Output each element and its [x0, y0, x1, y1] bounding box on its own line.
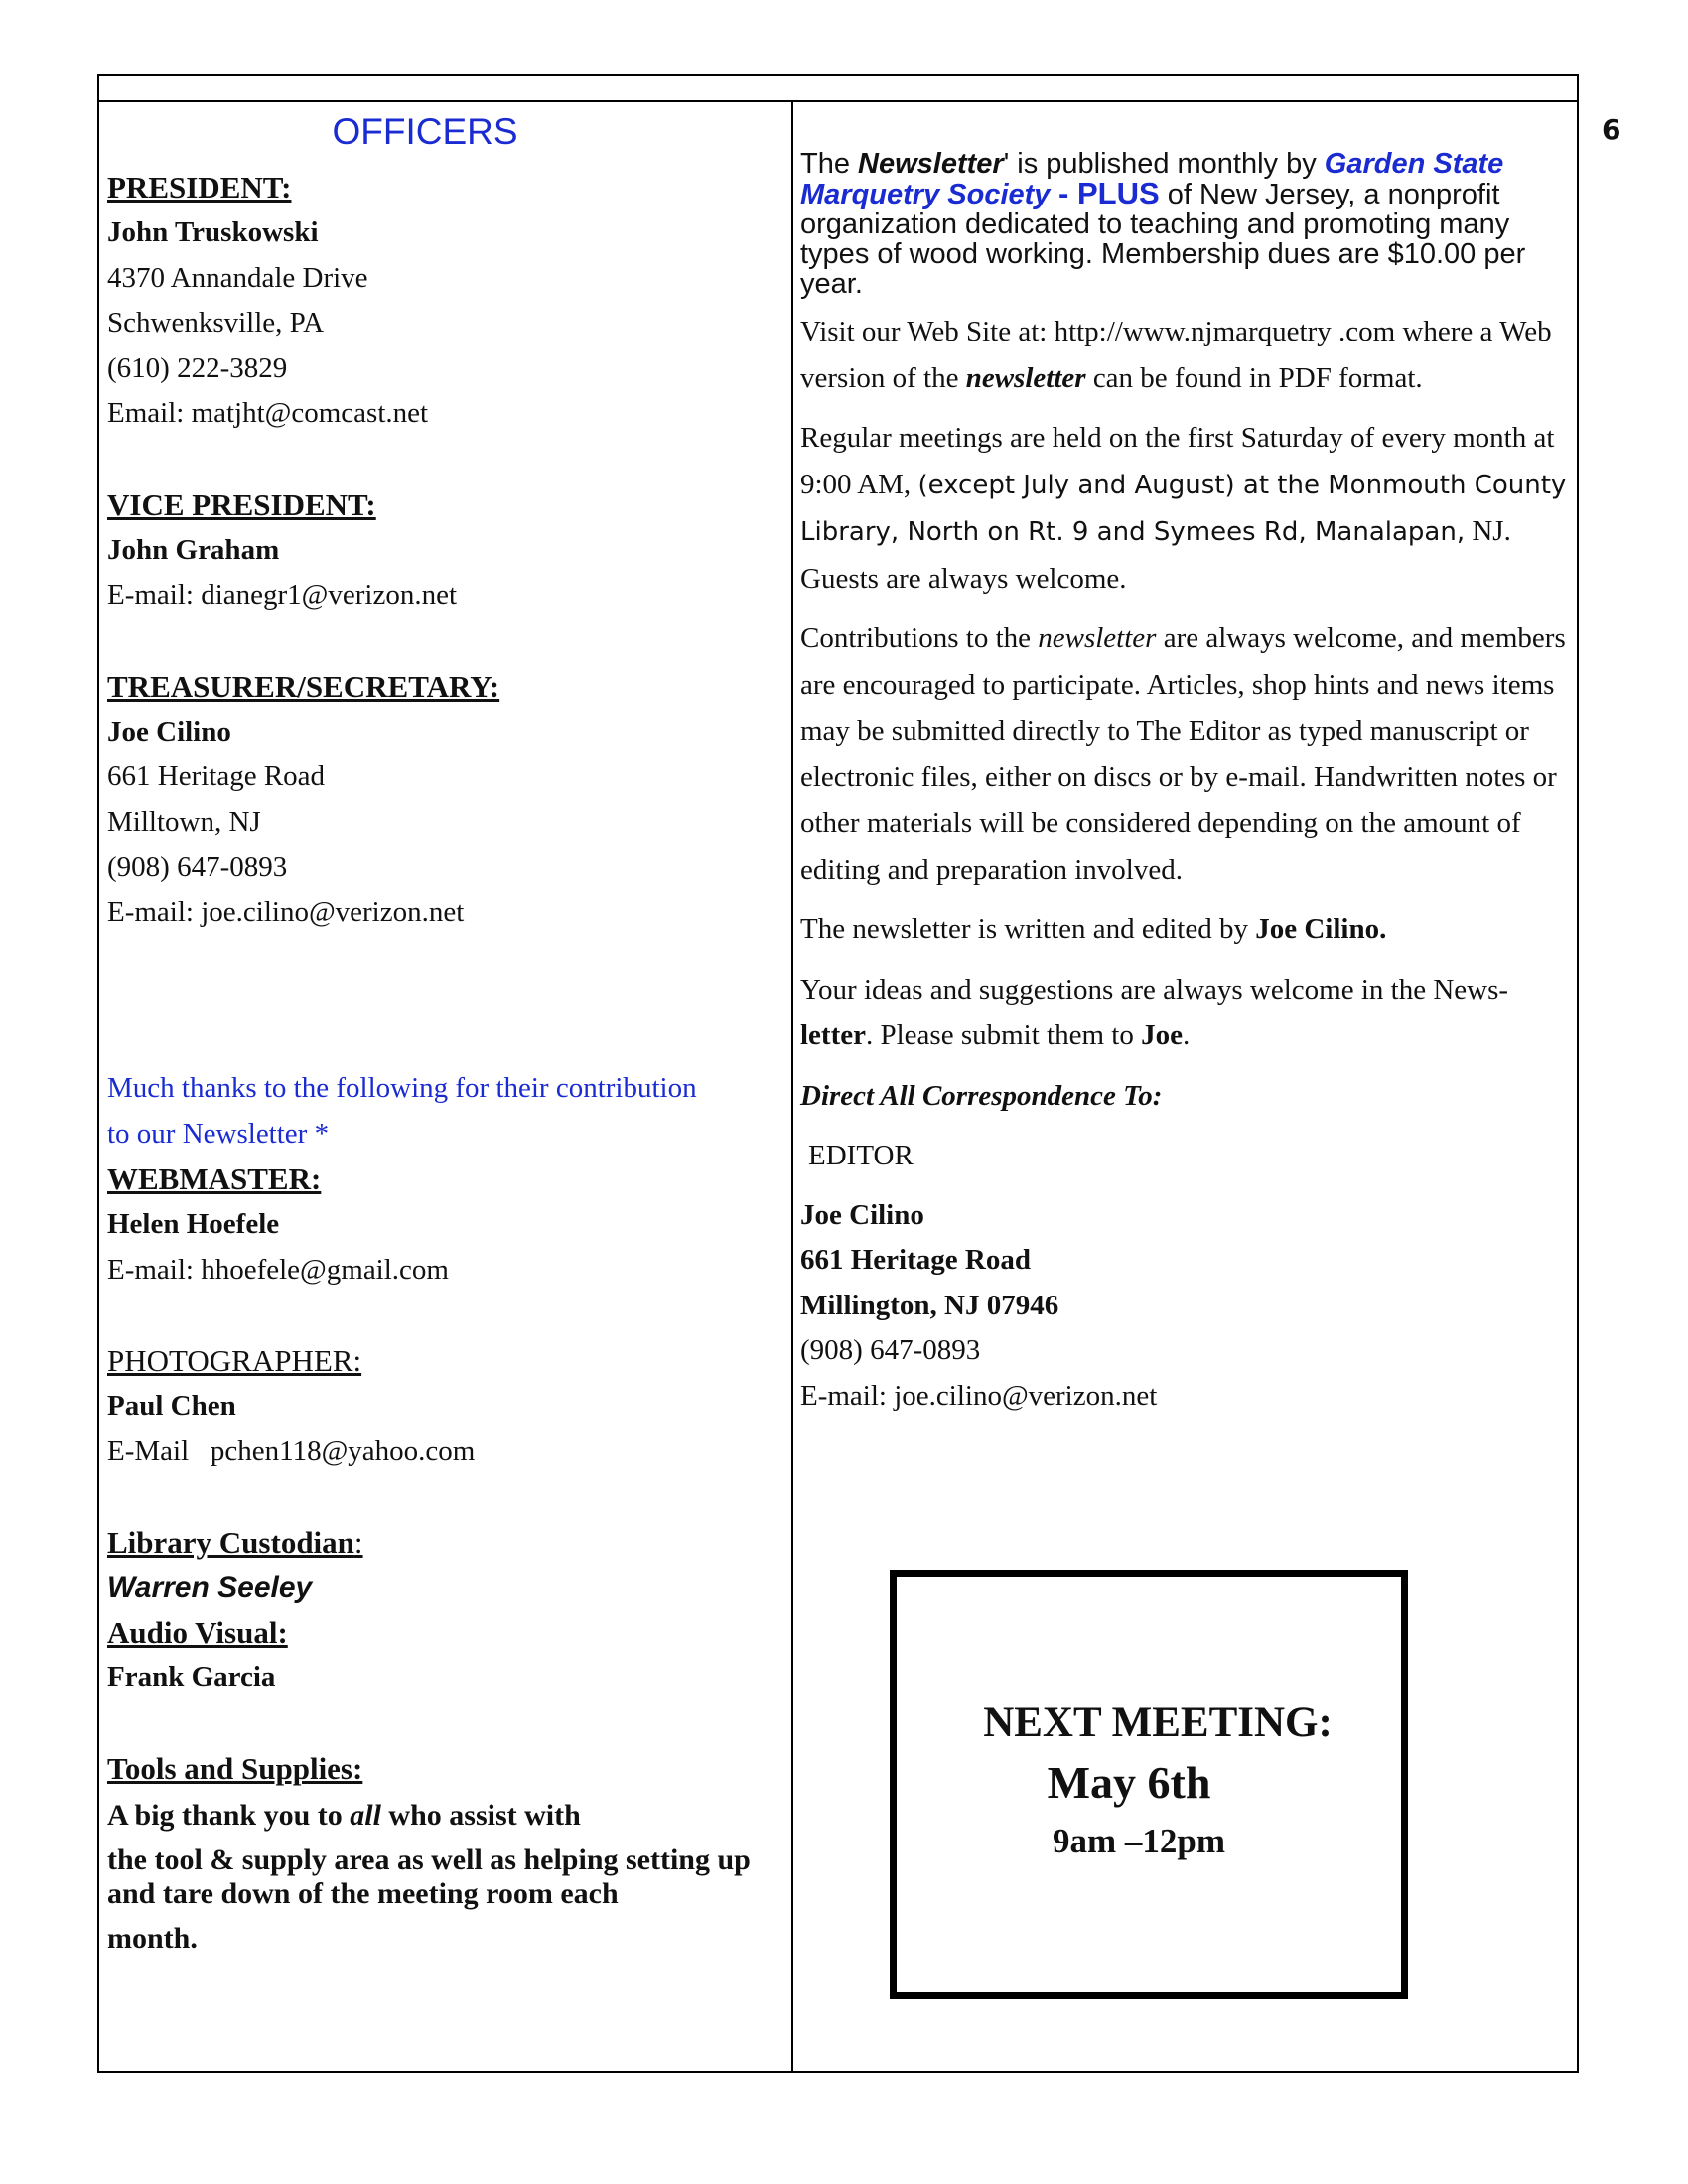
next-meeting-date: May 6th: [1047, 1757, 1211, 1808]
webmaster-role: WEBMASTER:: [107, 1161, 322, 1196]
editor-email[interactable]: E-mail: joe.cilino@verizon.net: [800, 1379, 1158, 1412]
vice-president-email[interactable]: E-mail: dianegr1@verizon.net: [107, 579, 458, 611]
library-colon: :: [353, 1525, 363, 1560]
president-address1: 4370 Annandale Drive: [107, 261, 368, 294]
tools-line-3: month.: [107, 1921, 198, 1955]
editor-label: EDITOR: [808, 1140, 914, 1171]
contributions-paragraph: Contributions to the newsletter are always welcome, and members are encouraged to participate. Articles, shop hints and news items may be submitted directly to The Editor as typed manuscript or electronic files, either on discs or by e-mail. Handwritten notes or other materials will be considered depending on the amount of editing and preparation involved.: [800, 622, 1566, 886]
photographer-email-line: [107, 1430, 782, 1475]
editor-name: Joe Cilino: [800, 1198, 924, 1231]
page-number: 6: [1602, 113, 1621, 146]
photographer-name: Paul Chen: [107, 1390, 236, 1422]
editor-address2: Millington, NJ 07946: [800, 1289, 1059, 1321]
tools-line-2: the tool & supply area as well as helping setting up and tare down of the meeting room each: [107, 1843, 751, 1910]
audio-visual-name: Frank Garcia: [107, 1661, 276, 1693]
next-meeting-heading: NEXT MEETING:: [983, 1700, 1333, 1746]
top-strip: [99, 76, 1577, 102]
treasurer-role: TREASURER/SECRETARY:: [107, 668, 500, 704]
officers-title: OFFICERS: [332, 111, 518, 152]
photographer-role: PHOTOGRAPHER:: [107, 1343, 362, 1378]
direct-correspondence: Direct All Correspondence To:: [800, 1079, 1163, 1112]
photographer-email-label: E-Mail: [107, 1434, 190, 1467]
library-role: Library Custodian: [107, 1525, 354, 1560]
thanks-line-1: Much thanks to the following for their contribution: [107, 1072, 697, 1104]
photographer-email[interactable]: pchen118@yahoo.com: [210, 1434, 476, 1467]
thanks-line-2: to our Newsletter *: [107, 1117, 330, 1150]
info-column: [800, 149, 1575, 1419]
webmaster-email[interactable]: E-mail: hhoefele@gmail.com: [107, 1253, 449, 1286]
meetings-paragraph: Regular meetings are held on the first Saturday of every month at 9:00 AM, (except July and August) at the Monmouth County Library, North on Rt. 9 and Symees Rd, Manalapan, NJ. Guests are always welcome.: [800, 422, 1567, 595]
treasurer-address1: 661 Heritage Road: [107, 760, 326, 792]
treasurer-email[interactable]: E-mail: joe.cilino@verizon.net: [107, 895, 465, 928]
library-role-line: [107, 1520, 782, 1566]
webmaster-name: Helen Hoefele: [107, 1208, 280, 1240]
treasurer-address2: Milltown, NJ: [107, 805, 261, 838]
editor-address1: 661 Heritage Road: [800, 1244, 1031, 1276]
officers-column: [107, 109, 782, 1967]
column-divider: [791, 100, 793, 2071]
written-by-line: The newsletter is written and edited by Joe Cilino.: [800, 913, 1387, 945]
ideas-paragraph: Your ideas and suggestions are always welcome in the News-letter. Please submit them to Joe.: [800, 973, 1509, 1051]
web-paragraph: Visit our Web Site at: http://www.njmarquetry .com where a Web version of the newsletter can be found in PDF format.: [800, 316, 1552, 394]
president-address2: Schwenksville, PA: [107, 307, 325, 339]
editor-phone: (908) 647-0893: [800, 1334, 981, 1366]
president-name: John Truskowski: [107, 216, 319, 248]
audio-visual-role: Audio Visual:: [107, 1615, 288, 1650]
tools-line-1: A big thank you to all who assist with: [107, 1798, 581, 1832]
library-name: Warren Seeley: [107, 1571, 313, 1604]
intro-paragraph: The Newsletter' is published monthly by Garden State Marquetry Society - PLUS of New Jersey, a nonprofit organization dedicated to teaching and promoting many types of wood working. Membership dues are $10.00 per year.: [800, 148, 1526, 300]
president-email[interactable]: Email: matjht@comcast.net: [107, 397, 429, 429]
next-meeting-time: 9am –12pm: [1052, 1822, 1226, 1860]
vice-president-role: VICE PRESIDENT:: [107, 486, 376, 522]
next-meeting-box: [890, 1570, 1408, 1999]
vice-president-name: John Graham: [107, 533, 280, 566]
treasurer-phone: (908) 647-0893: [107, 851, 288, 883]
treasurer-name: Joe Cilino: [107, 715, 231, 748]
tools-role: Tools and Supplies:: [107, 1750, 363, 1786]
president-role: PRESIDENT:: [107, 170, 292, 205]
president-phone: (610) 222-3829: [107, 351, 288, 384]
